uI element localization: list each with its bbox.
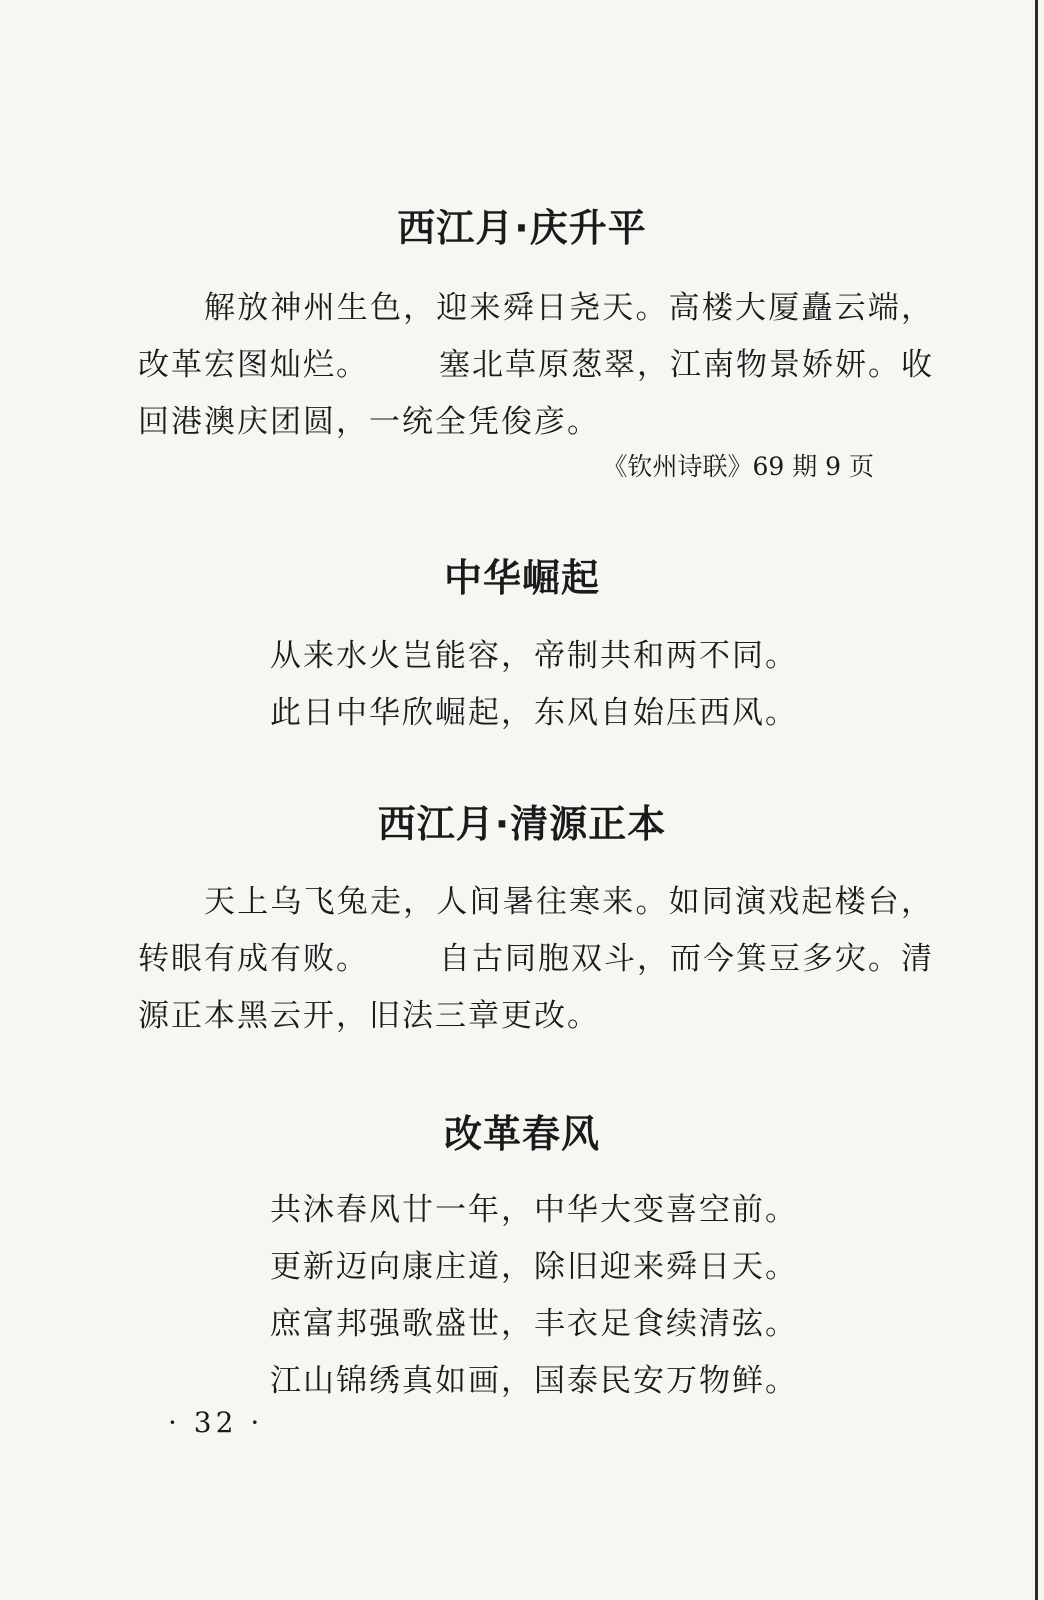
poem-stanza: 自古同胞双斗，而今箕豆多灾。清源正本黑云开，旧法三章更改。 [138, 941, 934, 1034]
page-number: · 32 · [168, 1406, 264, 1439]
poem-title: 西江月·庆升平 [397, 206, 647, 250]
poem-body [138, 874, 934, 1045]
poem-title: 西江月·清源正本 [377, 802, 667, 846]
source-citation: 《钦州诗联》69 期 9 页 [602, 452, 874, 481]
poem-body [270, 628, 910, 742]
poem-line: 从来水火岂能容，帝制共和两不同。 [270, 638, 798, 674]
poem-stanza: 塞北草原葱翠，江南物景娇妍。收回港澳庆团圆，一统全凭俊彦。 [138, 347, 934, 440]
poem-title: 改革春风 [443, 1112, 600, 1156]
poem-body [138, 280, 934, 451]
poem-stanza: 解放神州生色，迎来舜日尧天。高楼大厦矗云端，改革宏图灿烂。 [138, 290, 934, 383]
poem-stanza: 天上乌飞兔走，人间暑往寒来。如同演戏起楼台，转眼有成有败。 [138, 884, 934, 977]
poem-line: 江山锦绣真如画，国泰民安万物鲜。 [270, 1363, 798, 1399]
poem-line: 共沐春风廿一年，中华大变喜空前。 [270, 1192, 798, 1228]
poem-title: 中华崛起 [443, 556, 600, 600]
poem-line: 此日中华欣崛起，东风自始压西风。 [270, 695, 798, 731]
poem-line: 庶富邦强歌盛世，丰衣足食续清弦。 [270, 1306, 798, 1342]
poem-line: 更新迈向康庄道，除旧迎来舜日天。 [270, 1249, 798, 1285]
poem-body [270, 1182, 910, 1410]
